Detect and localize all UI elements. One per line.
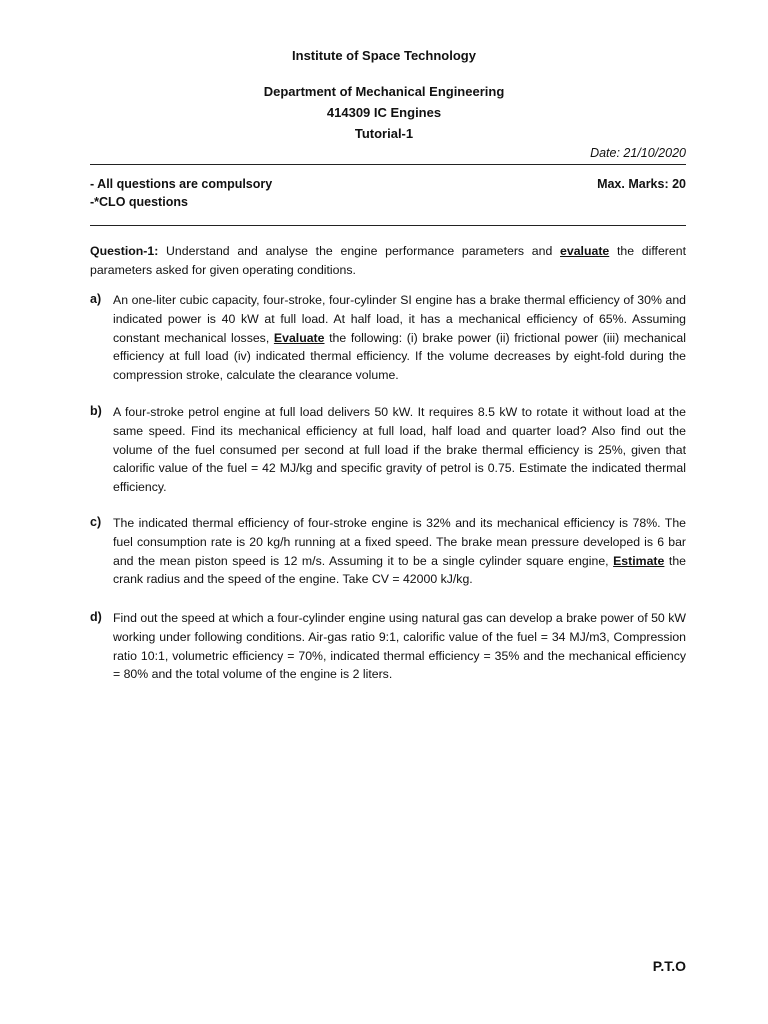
part-c-emphasis: Estimate <box>613 553 665 568</box>
part-c-text-before: The indicated thermal efficiency of four-stroke engine is 32% and its mechanical efficiency is 78%. The fuel consumption rate is 20 kg/h running at a fixed speed. The brake mean pressure developed is 6 bar and the mean piston speed is 12 m/s. Assuming it to be a single cylinder square engine, <box>113 516 686 568</box>
date-text: Date: 21/10/2020 <box>590 146 686 160</box>
institute-name: Institute of Space Technology <box>292 48 476 63</box>
question-1-emphasis: evaluate <box>560 244 610 258</box>
part-b-text: A four-stroke petrol engine at full load delivers 50 kW. It requires 8.5 kW to rotate it without load at the same speed. Find its mechanical efficiency at full load, half load and quarter load? Also find out the volume of the fuel consumed per second at full load if the brake thermal efficiency is 25%, given that calorific value of the fuel = 42 MJ/kg and specific gravity of petrol is 0.75. Estimate the indicated thermal efficiency. <box>113 405 686 495</box>
part-c-label: c) <box>90 515 102 529</box>
part-b-label: b) <box>90 404 102 418</box>
question-1-text-before: Understand and analyse the engine performance parameters and <box>158 244 561 258</box>
part-a-text-after: the following: (i) brake power (ii) frictional power (iii) mechanical efficiency at full load (iv) indicated thermal efficiency. If the volume decreases by eight-fold during the compression stroke, calculate the clearance volume. <box>113 330 687 383</box>
part-a-text <box>113 291 686 385</box>
question-1-intro <box>90 242 686 280</box>
tutorial-title: Tutorial-1 <box>354 126 414 141</box>
course-title: 414309 IC Engines <box>326 105 442 120</box>
part-a-label: a) <box>90 292 102 306</box>
max-marks: Max. Marks: 20 <box>597 177 686 191</box>
part-d-text: Find out the speed at which a four-cylinder engine using natural gas can develop a brake power of 50 kW working under following conditions. Air-gas ratio 9:1, calorific value of the fuel = 34 MJ/m3, Compression ratio 10:1, volumetric efficiency = 70%, indicated thermal efficiency = 35% and the mechanical efficiency = 80% and the total volume of the engine is 2 liters. <box>113 611 686 682</box>
part-d-label: d) <box>90 610 102 624</box>
instructions-divider <box>90 225 686 226</box>
instruction-compulsory: - All questions are compulsory <box>90 177 273 191</box>
question-1-label: Question-1: <box>90 244 159 258</box>
department-name: Department of Mechanical Engineering <box>263 84 505 99</box>
part-c-text <box>113 514 686 589</box>
part-a-emphasis: Evaluate <box>273 330 325 345</box>
question-1-text-after: the different parameters asked for given operating conditions. <box>90 244 686 277</box>
header-divider <box>90 164 686 165</box>
instruction-clo: -*CLO questions <box>90 195 188 209</box>
part-c-text-after: the crank radius and the speed of the engine. Take CV = 42000 kJ/kg. <box>113 553 686 587</box>
part-a-text-before: An one-liter cubic capacity, four-stroke, four-cylinder SI engine has a brake thermal efficiency of 30% and indicated power is 40 kW at full load. At half load, it has a mechanical efficiency of 65%. Assuming constant mechanical losses, <box>113 293 686 345</box>
pto-label: P.T.O <box>652 958 686 974</box>
